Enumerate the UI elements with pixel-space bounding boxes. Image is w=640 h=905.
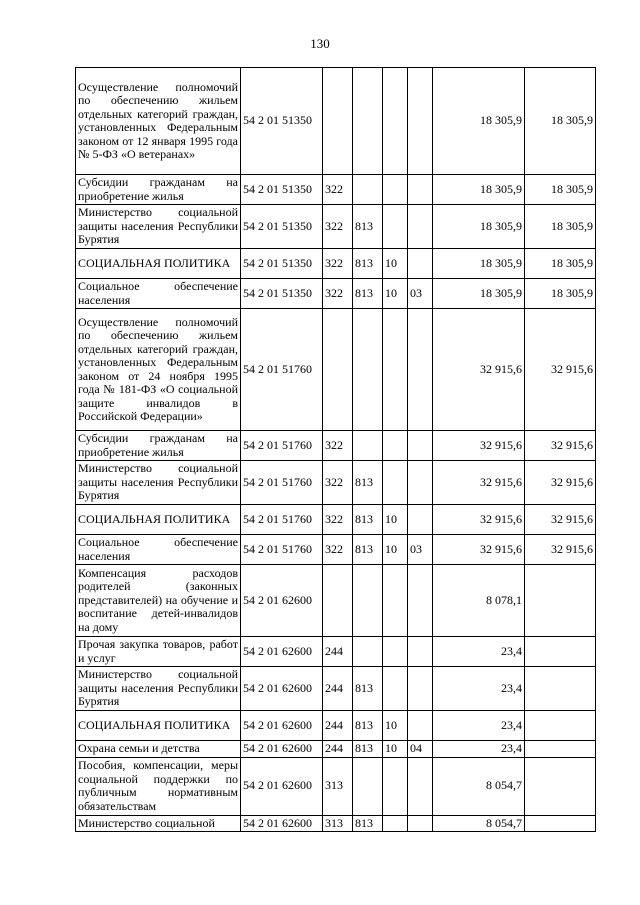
- table-body: [76, 68, 596, 832]
- amount-2: [525, 711, 596, 741]
- expense-type: 322: [323, 431, 353, 461]
- expense-type: 322: [323, 205, 353, 249]
- subsection-code: [408, 565, 433, 637]
- expense-type: 244: [323, 637, 353, 667]
- table-row: [76, 461, 596, 505]
- target-code: 54 2 01 51350: [241, 249, 323, 279]
- expense-type: 244: [323, 667, 353, 711]
- row-name: Осуществление полномочий по обеспечению жильем отдельных категорий граждан, установленных Федеральным законом от 12 января 1995 года № 5-ФЗ «О ветеранах»: [76, 68, 241, 175]
- administrator-code: [353, 175, 383, 205]
- row-name: СОЦИАЛЬНАЯ ПОЛИТИКА: [76, 505, 241, 535]
- administrator-code: [353, 757, 383, 815]
- target-code: 54 2 01 51760: [241, 461, 323, 505]
- subsection-code: [408, 815, 433, 832]
- row-name: Субсидии гражданам на приобретение жилья: [76, 175, 241, 205]
- administrator-code: 813: [353, 505, 383, 535]
- section-code: [383, 309, 408, 431]
- amount-1: 18 305,9: [433, 205, 525, 249]
- row-name: Компенсация расходов родителей (законных представителей) на обучение и воспитание детей-инвалидов на дому: [76, 565, 241, 637]
- section-code: 10: [383, 535, 408, 565]
- section-code: 10: [383, 249, 408, 279]
- table-row: [76, 431, 596, 461]
- section-code: 10: [383, 741, 408, 758]
- administrator-code: [353, 309, 383, 431]
- amount-1: 32 915,6: [433, 461, 525, 505]
- expense-type: [323, 68, 353, 175]
- amount-2: 32 915,6: [525, 505, 596, 535]
- amount-2: [525, 741, 596, 758]
- table-row: [76, 815, 596, 832]
- administrator-code: 813: [353, 815, 383, 832]
- amount-2: [525, 757, 596, 815]
- target-code: 54 2 01 62600: [241, 741, 323, 758]
- subsection-code: [408, 309, 433, 431]
- amount-2: [525, 815, 596, 832]
- section-code: [383, 565, 408, 637]
- amount-1: 32 915,6: [433, 505, 525, 535]
- target-code: 54 2 01 62600: [241, 565, 323, 637]
- row-name: Министерство социальной защиты населения Республики Бурятия: [76, 461, 241, 505]
- amount-2: [525, 565, 596, 637]
- table-row: [76, 711, 596, 741]
- expense-type: 322: [323, 279, 353, 309]
- administrator-code: 813: [353, 205, 383, 249]
- section-code: [383, 205, 408, 249]
- target-code: 54 2 01 51350: [241, 205, 323, 249]
- subsection-code: 03: [408, 535, 433, 565]
- section-code: 10: [383, 505, 408, 535]
- amount-2: 32 915,6: [525, 431, 596, 461]
- row-name: Осуществление полномочий по обеспечению жильем отдельных категорий граждан, установленных Федеральным законом от 24 ноября 1995 года № 181-ФЗ «О социальной защите инвалидов в Российской Федерации»: [76, 309, 241, 431]
- expense-type: 322: [323, 535, 353, 565]
- expense-type: 322: [323, 175, 353, 205]
- target-code: 54 2 01 51350: [241, 175, 323, 205]
- table-row: [76, 505, 596, 535]
- table-row: [76, 309, 596, 431]
- page-number: 130: [310, 36, 330, 51]
- row-name: СОЦИАЛЬНАЯ ПОЛИТИКА: [76, 711, 241, 741]
- expense-type: 313: [323, 815, 353, 832]
- amount-1: 32 915,6: [433, 309, 525, 431]
- table-row: [76, 279, 596, 309]
- subsection-code: [408, 175, 433, 205]
- table-row: [76, 667, 596, 711]
- amount-1: 23,4: [433, 637, 525, 667]
- section-code: [383, 757, 408, 815]
- amount-1: 18 305,9: [433, 279, 525, 309]
- row-name: Субсидии гражданам на приобретение жилья: [76, 431, 241, 461]
- expense-type: 244: [323, 711, 353, 741]
- amount-2: 18 305,9: [525, 175, 596, 205]
- administrator-code: [353, 637, 383, 667]
- administrator-code: 813: [353, 667, 383, 711]
- table-row: [76, 637, 596, 667]
- section-code: 10: [383, 279, 408, 309]
- expense-type: 322: [323, 249, 353, 279]
- administrator-code: 813: [353, 249, 383, 279]
- administrator-code: [353, 68, 383, 175]
- amount-2: 18 305,9: [525, 205, 596, 249]
- section-code: [383, 431, 408, 461]
- target-code: 54 2 01 51350: [241, 68, 323, 175]
- expense-type: 322: [323, 461, 353, 505]
- amount-2: [525, 667, 596, 711]
- section-code: [383, 68, 408, 175]
- administrator-code: 813: [353, 461, 383, 505]
- amount-2: 18 305,9: [525, 279, 596, 309]
- row-name: Министерство социальной: [76, 815, 241, 832]
- administrator-code: 813: [353, 711, 383, 741]
- expense-type: [323, 309, 353, 431]
- target-code: 54 2 01 62600: [241, 667, 323, 711]
- target-code: 54 2 01 51760: [241, 309, 323, 431]
- target-code: 54 2 01 51760: [241, 505, 323, 535]
- subsection-code: [408, 431, 433, 461]
- administrator-code: 813: [353, 741, 383, 758]
- table-row: [76, 175, 596, 205]
- expense-type: 244: [323, 741, 353, 758]
- subsection-code: [408, 505, 433, 535]
- table-row: [76, 68, 596, 175]
- administrator-code: 813: [353, 535, 383, 565]
- target-code: 54 2 01 62600: [241, 815, 323, 832]
- budget-table: [75, 67, 596, 832]
- amount-1: 18 305,9: [433, 68, 525, 175]
- row-name: СОЦИАЛЬНАЯ ПОЛИТИКА: [76, 249, 241, 279]
- amount-1: 23,4: [433, 741, 525, 758]
- administrator-code: [353, 431, 383, 461]
- row-name: Охрана семьи и детства: [76, 741, 241, 758]
- amount-2: 32 915,6: [525, 535, 596, 565]
- subsection-code: [408, 249, 433, 279]
- subsection-code: [408, 205, 433, 249]
- section-code: 10: [383, 711, 408, 741]
- target-code: 54 2 01 62600: [241, 637, 323, 667]
- subsection-code: [408, 461, 433, 505]
- section-code: [383, 461, 408, 505]
- amount-2: 32 915,6: [525, 461, 596, 505]
- amount-1: 8 054,7: [433, 815, 525, 832]
- row-name: Социальное обеспечение населения: [76, 279, 241, 309]
- amount-1: 18 305,9: [433, 175, 525, 205]
- section-code: [383, 637, 408, 667]
- table-row: [76, 535, 596, 565]
- subsection-code: [408, 757, 433, 815]
- target-code: 54 2 01 62600: [241, 711, 323, 741]
- expense-type: 322: [323, 505, 353, 535]
- row-name: Прочая закупка товаров, работ и услуг: [76, 637, 241, 667]
- subsection-code: [408, 711, 433, 741]
- subsection-code: [408, 637, 433, 667]
- administrator-code: 813: [353, 279, 383, 309]
- amount-1: 32 915,6: [433, 431, 525, 461]
- table-row: [76, 565, 596, 637]
- amount-2: 18 305,9: [525, 249, 596, 279]
- target-code: 54 2 01 51760: [241, 431, 323, 461]
- row-name: Министерство социальной защиты населения Республики Бурятия: [76, 205, 241, 249]
- row-name: Министерство социальной защиты населения Республики Бурятия: [76, 667, 241, 711]
- subsection-code: 04: [408, 741, 433, 758]
- amount-1: 8 078,1: [433, 565, 525, 637]
- amount-2: 32 915,6: [525, 309, 596, 431]
- amount-1: 18 305,9: [433, 249, 525, 279]
- target-code: 54 2 01 51760: [241, 535, 323, 565]
- administrator-code: [353, 565, 383, 637]
- expense-type: 313: [323, 757, 353, 815]
- amount-1: 32 915,6: [433, 535, 525, 565]
- table-row: [76, 249, 596, 279]
- amount-1: 23,4: [433, 711, 525, 741]
- amount-2: 18 305,9: [525, 68, 596, 175]
- section-code: [383, 667, 408, 711]
- section-code: [383, 175, 408, 205]
- subsection-code: [408, 68, 433, 175]
- row-name: Пособия, компенсации, меры социальной поддержки по публичным нормативным обязательствам: [76, 757, 241, 815]
- subsection-code: 03: [408, 279, 433, 309]
- amount-2: [525, 637, 596, 667]
- subsection-code: [408, 667, 433, 711]
- amount-1: 23,4: [433, 667, 525, 711]
- amount-1: 8 054,7: [433, 757, 525, 815]
- table-row: [76, 205, 596, 249]
- target-code: 54 2 01 62600: [241, 757, 323, 815]
- table-row: [76, 741, 596, 758]
- target-code: 54 2 01 51350: [241, 279, 323, 309]
- expense-type: [323, 565, 353, 637]
- row-name: Социальное обеспечение населения: [76, 535, 241, 565]
- table-row: [76, 757, 596, 815]
- section-code: [383, 815, 408, 832]
